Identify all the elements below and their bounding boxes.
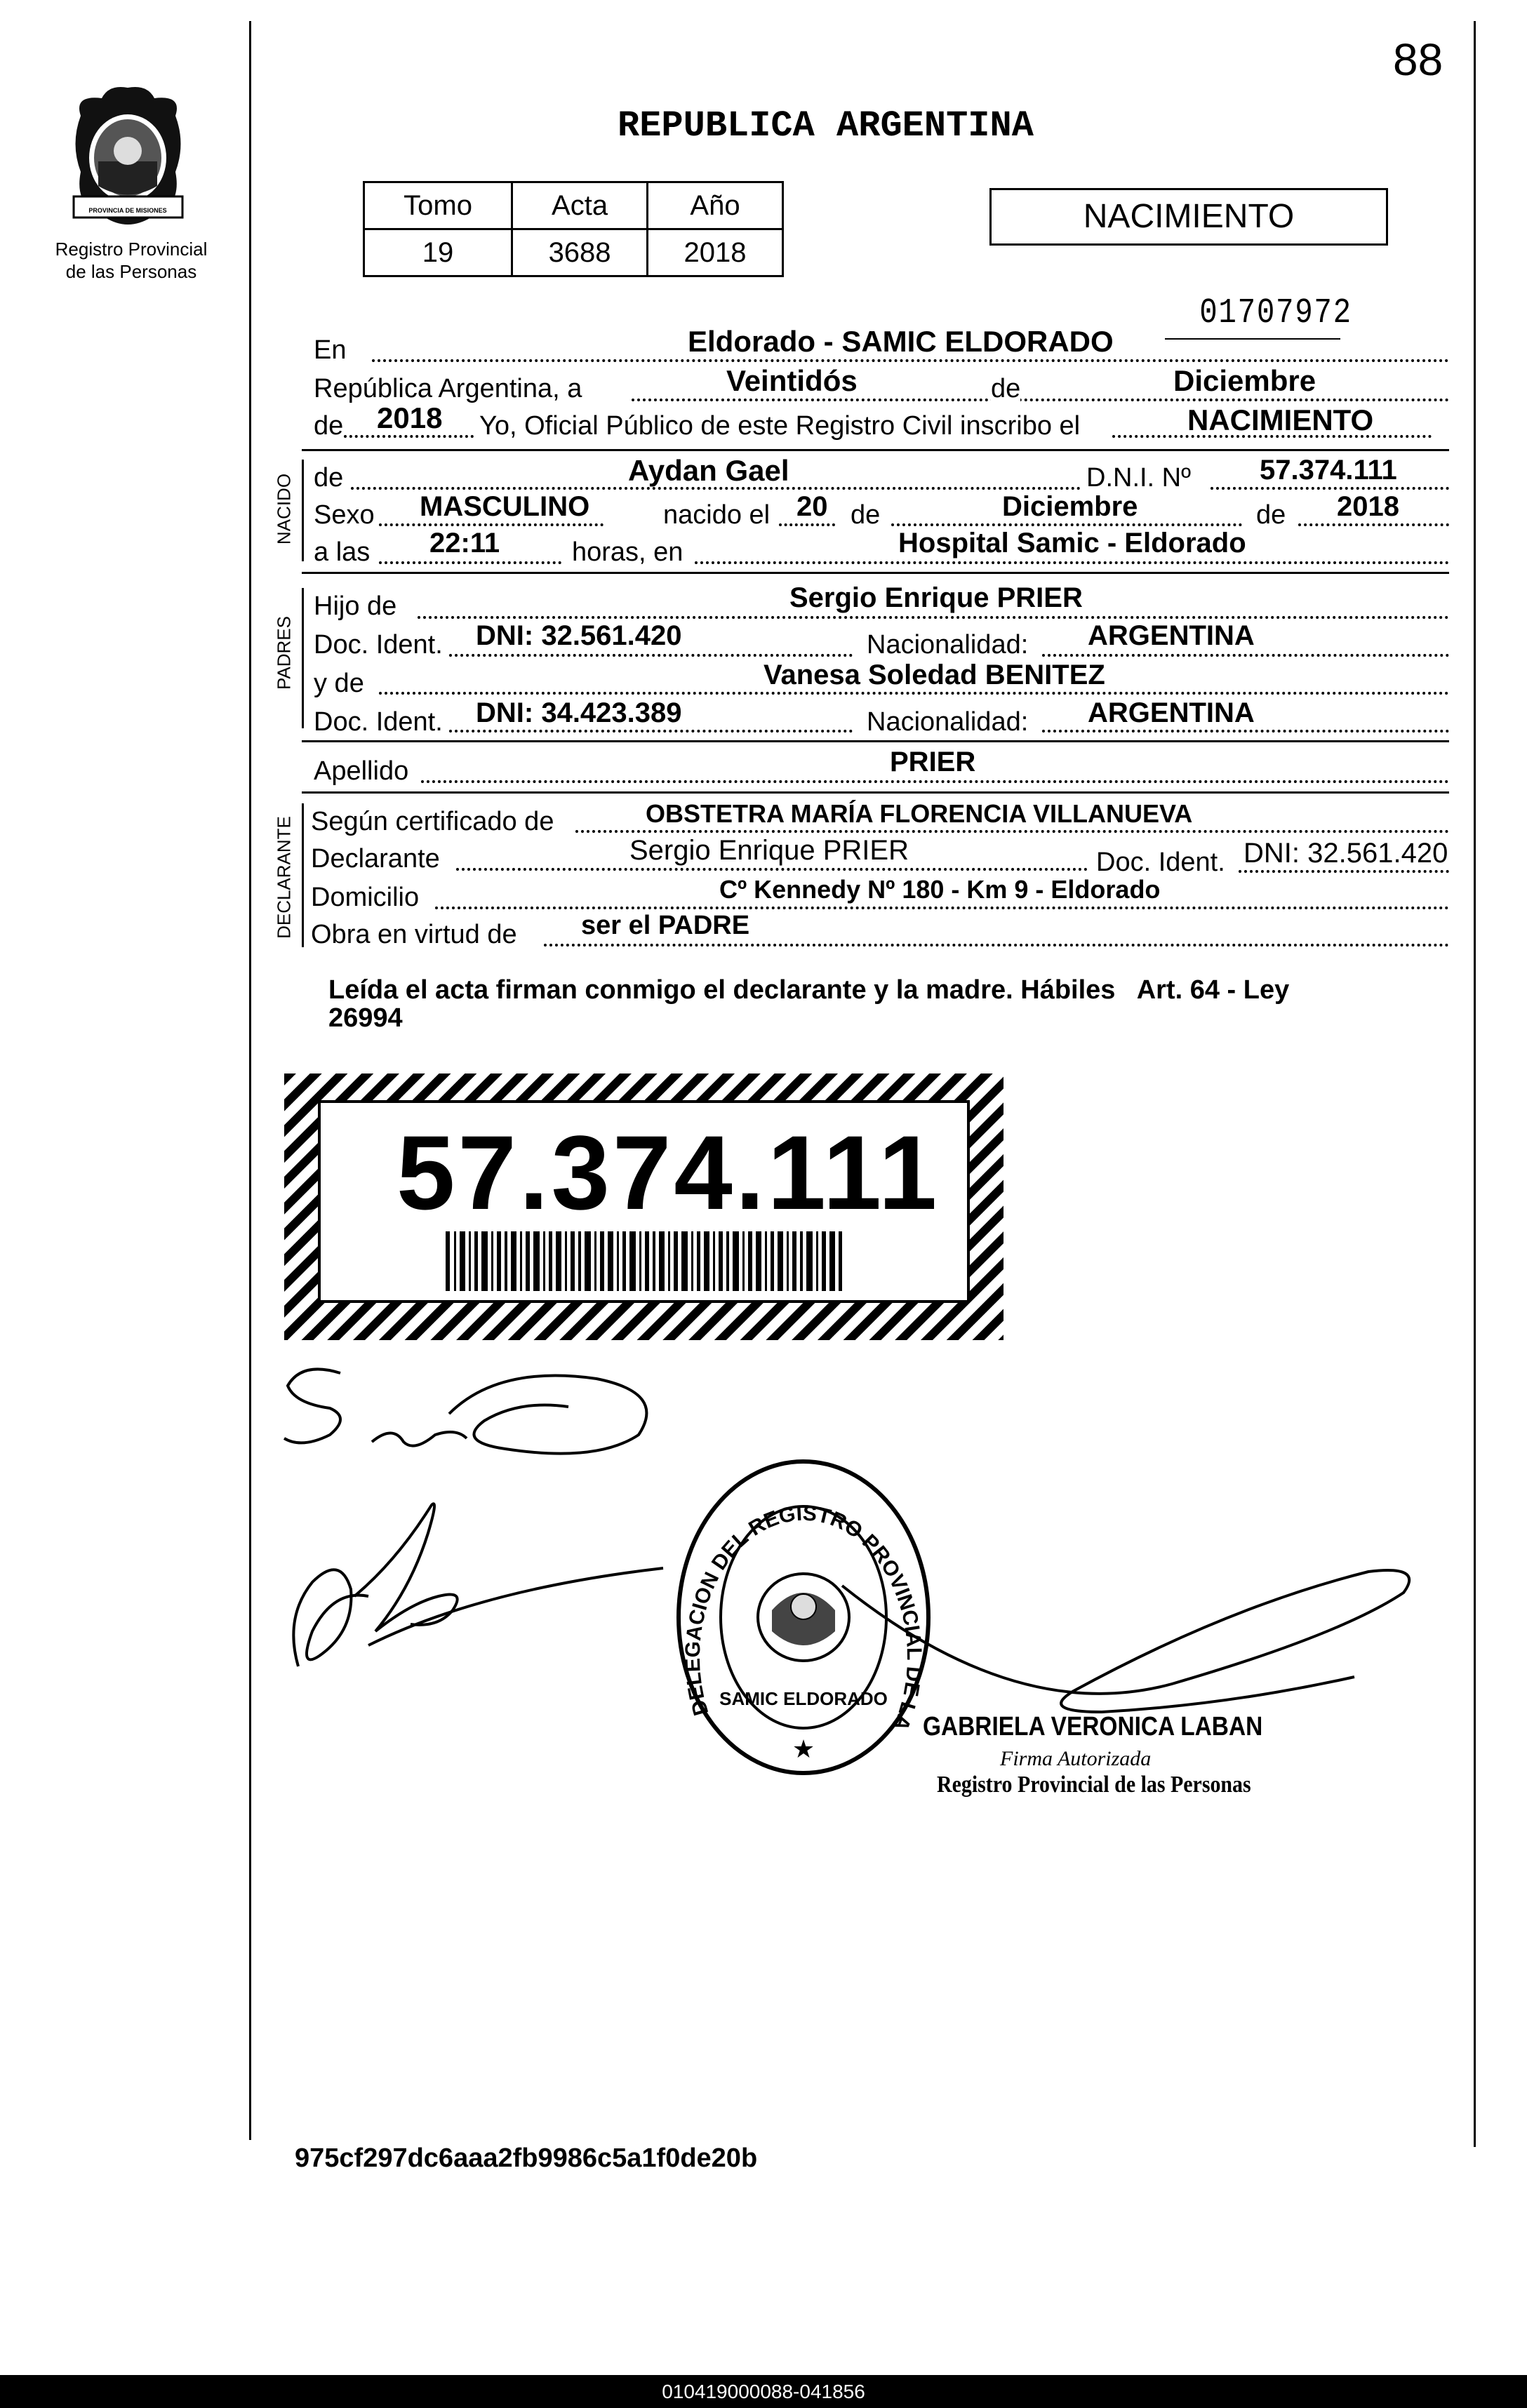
father-doc-label: Doc. Ident. bbox=[314, 630, 443, 660]
closing-line-2: 26994 bbox=[328, 1003, 403, 1033]
declarante-label: Declarante bbox=[311, 844, 440, 874]
page-number: 88 bbox=[1393, 34, 1443, 85]
mother-nat-label: Nacionalidad: bbox=[867, 707, 1029, 737]
child-name: Aydan Gael bbox=[628, 454, 789, 487]
dots-mother-nat bbox=[1042, 730, 1449, 733]
dots-year bbox=[344, 435, 474, 438]
declarant-doc: DNI: 32.561.420 bbox=[1243, 838, 1448, 869]
domicilio-label: Domicilio bbox=[311, 883, 420, 912]
month-text: Diciembre bbox=[1173, 364, 1316, 397]
serial-underline bbox=[1165, 338, 1340, 340]
dots-birthyear bbox=[1298, 523, 1449, 526]
divider-3 bbox=[302, 740, 1449, 742]
father-doc: DNI: 32.561.420 bbox=[476, 620, 682, 651]
mother-signature bbox=[270, 1491, 705, 1673]
left-margin-line bbox=[249, 21, 251, 2140]
father-nat-label: Nacionalidad: bbox=[867, 630, 1029, 660]
child-dni: 57.374.111 bbox=[1260, 455, 1397, 486]
year-text: 2018 bbox=[377, 401, 443, 434]
record-type-box bbox=[989, 188, 1388, 246]
de2-label: de bbox=[314, 411, 344, 441]
table-header-acta: Acta bbox=[512, 182, 648, 229]
dots-birthmonth bbox=[891, 523, 1242, 526]
dots-father-nat bbox=[1042, 654, 1449, 657]
serial-number: 01707972 bbox=[1199, 293, 1352, 333]
en-label: En bbox=[314, 335, 347, 365]
mother-name: Vanesa Soledad BENITEZ bbox=[764, 660, 1105, 690]
de-label-3: de bbox=[1256, 500, 1286, 530]
mother-doc-label: Doc. Ident. bbox=[314, 707, 443, 737]
declarante-side-label: DECLARANTE bbox=[273, 816, 295, 939]
dots-father bbox=[418, 616, 1449, 619]
divider-2 bbox=[302, 572, 1449, 574]
de-label-2: de bbox=[851, 500, 881, 530]
nacido-el-label: nacido el bbox=[663, 500, 771, 530]
birth-place: Hospital Samic - Eldorado bbox=[898, 528, 1246, 558]
table-value-acta: 3688 bbox=[512, 229, 648, 276]
dots-dni bbox=[1211, 487, 1449, 490]
dots-address bbox=[435, 907, 1449, 909]
dots-birthday bbox=[779, 523, 835, 526]
logo-caption-2: de las Personas bbox=[65, 261, 197, 282]
declarant-doc-label: Doc. Ident. bbox=[1096, 848, 1225, 877]
alas-label: a las bbox=[314, 537, 371, 567]
apellido-value: PRIER bbox=[890, 747, 976, 777]
divider-4 bbox=[302, 791, 1449, 794]
table-header-tomo: Tomo bbox=[364, 182, 512, 229]
table-value-tomo: 19 bbox=[364, 229, 512, 276]
seal-ring-text: DELEGACION DEL REGISTRO PROVINCIAL DE LA bbox=[681, 1501, 926, 1734]
padres-bracket bbox=[302, 588, 304, 728]
father-nationality: ARGENTINA bbox=[1088, 620, 1255, 651]
logo-caption-1: Registro Provincial bbox=[55, 239, 208, 260]
official-text: Yo, Oficial Público de este Registro Civil inscribo el bbox=[479, 411, 1081, 441]
declarante-bracket bbox=[302, 803, 304, 947]
signatory-name: GABRIELA VERONICA LABAN bbox=[923, 1712, 1263, 1741]
apellido-label: Apellido bbox=[314, 756, 409, 786]
padres-side-label: PADRES bbox=[273, 616, 295, 690]
sexo-value: MASCULINO bbox=[420, 491, 590, 522]
sticker-dni-number: 57.374.111 bbox=[396, 1113, 940, 1231]
republica-label: República Argentina, a bbox=[314, 374, 582, 403]
dots-declarant bbox=[456, 868, 1088, 871]
mother-doc: DNI: 34.423.389 bbox=[476, 697, 682, 728]
footer-code: 010419000088-041856 bbox=[662, 2381, 865, 2402]
birth-month: Diciembre bbox=[1002, 491, 1138, 522]
father-name: Sergio Enrique PRIER bbox=[789, 582, 1083, 613]
dots-declarant-doc bbox=[1239, 870, 1449, 873]
nacido-side-label: NACIDO bbox=[273, 473, 295, 545]
declarant-name: Sergio Enrique PRIER bbox=[629, 835, 909, 866]
dots-time bbox=[379, 561, 561, 564]
dots-en bbox=[372, 359, 1449, 362]
obra-label: Obra en virtud de bbox=[311, 920, 517, 949]
birth-day: 20 bbox=[796, 491, 828, 522]
dots-cert bbox=[575, 830, 1449, 833]
birth-year: 2018 bbox=[1337, 491, 1399, 522]
signatory-role: Firma Autorizada bbox=[1000, 1747, 1152, 1770]
dots-republica bbox=[632, 399, 1449, 401]
dots-birthplace bbox=[695, 561, 1449, 564]
hijo-label: Hijo de bbox=[314, 591, 397, 621]
dots-apellido bbox=[421, 780, 1449, 783]
dots-sexo bbox=[379, 523, 604, 526]
horas-label: horas, en bbox=[572, 537, 684, 567]
place-value: Eldorado - SAMIC ELDORADO bbox=[688, 325, 1114, 358]
yde-label: y de bbox=[314, 669, 364, 698]
signatory-office: Registro Provincial de las Personas bbox=[937, 1772, 1251, 1798]
dots-father-doc bbox=[449, 654, 853, 657]
seal-inner-text: SAMIC ELDORADO bbox=[719, 1688, 888, 1709]
page-title: REPUBLICA ARGENTINA bbox=[618, 105, 1034, 147]
document-hash: 975cf297dc6aaa2fb9986c5a1f0de20b bbox=[295, 2143, 758, 2173]
day-text: Veintidós bbox=[726, 364, 858, 397]
province-emblem bbox=[60, 81, 196, 232]
dni-sticker bbox=[284, 1073, 1003, 1340]
right-margin-line bbox=[1474, 21, 1476, 2147]
record-type: NACIMIENTO bbox=[1083, 198, 1295, 235]
seal-star-icon: ★ bbox=[792, 1734, 815, 1763]
birth-time: 22:11 bbox=[429, 528, 500, 558]
table-header-ano: Año bbox=[648, 182, 783, 229]
emblem-banner-label: PROVINCIA DE MISIONES bbox=[88, 207, 167, 214]
closing-line-1: Leída el acta firman conmigo el declarante y la madre. Hábiles Art. 64 - Ley bbox=[328, 975, 1290, 1005]
dots-mother bbox=[379, 692, 1449, 695]
address-value: Cº Kennedy Nº 180 - Km 9 - Eldorado bbox=[719, 875, 1161, 904]
cert-value: OBSTETRA MARÍA FLORENCIA VILLANUEVA bbox=[646, 799, 1193, 828]
dni-label: D.N.I. Nº bbox=[1086, 463, 1191, 493]
dots-obra bbox=[544, 944, 1449, 947]
dots-mother-doc bbox=[449, 730, 853, 733]
mother-nationality: ARGENTINA bbox=[1088, 697, 1255, 728]
declarant-signature bbox=[274, 1358, 709, 1470]
act-text: NACIMIENTO bbox=[1187, 403, 1374, 436]
table-value-ano: 2018 bbox=[648, 229, 783, 276]
obra-value: ser el PADRE bbox=[581, 911, 750, 940]
footer-bar bbox=[0, 2375, 1527, 2408]
cert-label: Según certificado de bbox=[311, 807, 554, 836]
register-table bbox=[363, 181, 784, 277]
dots-name bbox=[351, 487, 1081, 490]
nacido-bracket bbox=[302, 460, 304, 561]
sexo-label: Sexo bbox=[314, 500, 375, 530]
de-label: de bbox=[991, 374, 1021, 403]
nacido-de-label: de bbox=[314, 463, 344, 493]
divider-1 bbox=[302, 449, 1449, 451]
